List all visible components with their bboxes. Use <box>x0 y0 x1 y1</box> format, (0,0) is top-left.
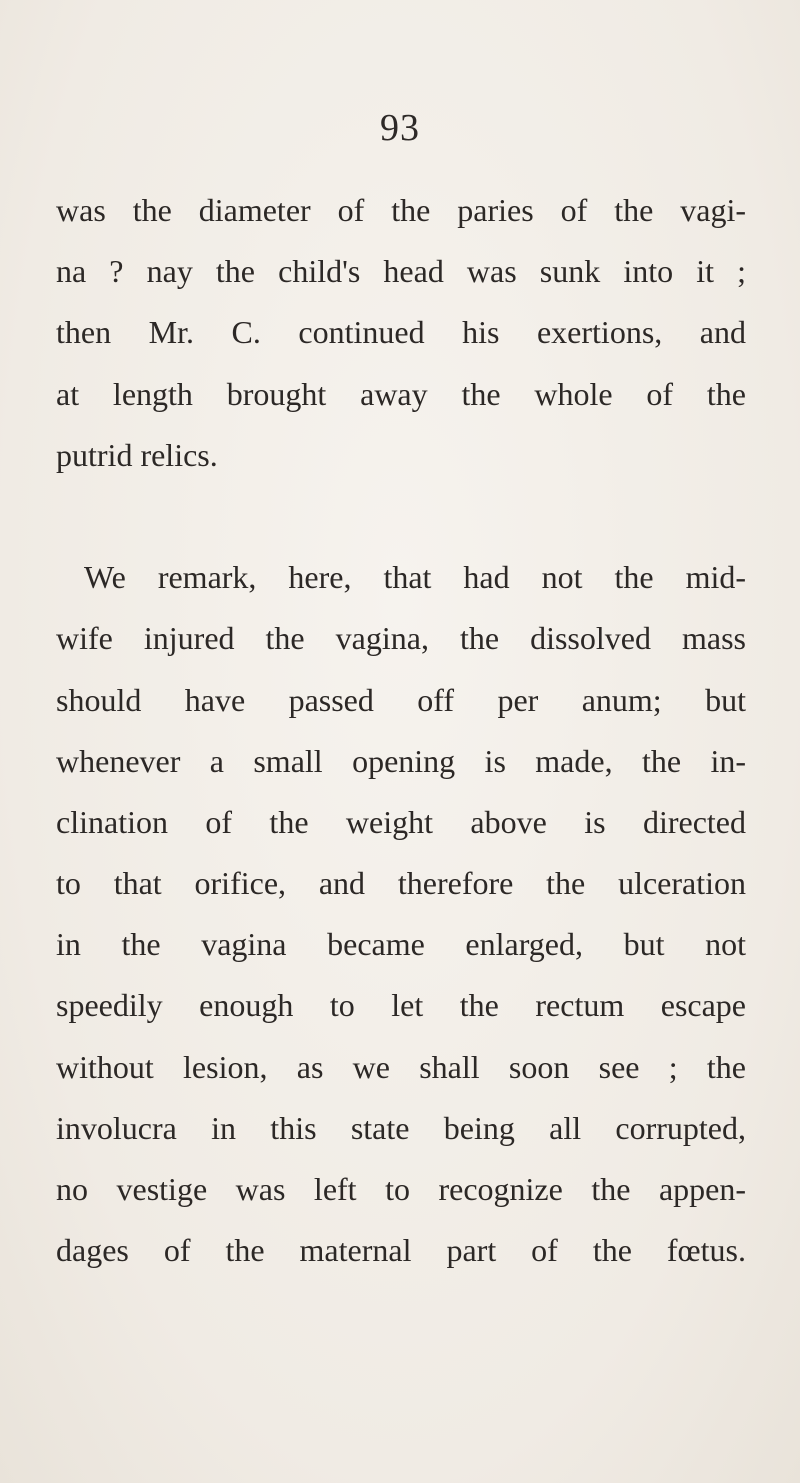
text-line: speedily enough to let the rectum escape <box>56 987 746 1024</box>
text-line: dages of the maternal part of the fœtus. <box>56 1232 746 1269</box>
paragraph-1 <box>56 180 746 486</box>
text-line: na ? nay the child's head was sunk into it ; <box>56 253 746 290</box>
text-line: should have passed off per anum; but <box>56 681 746 718</box>
text-line: We remark, here, that had not the mid- <box>84 559 746 596</box>
text-line: then Mr. C. continued his exertions, and <box>56 314 746 351</box>
text-line: without lesion, as we shall soon see ; the <box>56 1048 746 1085</box>
text-line: whenever a small opening is made, the in- <box>56 742 746 779</box>
page-number: 93 <box>380 107 420 149</box>
text-line: involucra in this state being all corrupted, <box>56 1109 746 1146</box>
text-line: to that orifice, and therefore the ulceration <box>56 865 746 902</box>
text-line: wife injured the vagina, the dissolved mass <box>56 620 746 657</box>
paragraph-gap <box>56 486 746 547</box>
text-line: clination of the weight above is directed <box>56 803 746 840</box>
paragraph-2 <box>56 547 746 1281</box>
text-line: no vestige was left to recognize the appen- <box>56 1171 746 1207</box>
body-text <box>56 180 746 1281</box>
text-line: at length brought away the whole of the <box>56 375 746 412</box>
text-line: putrid relics. <box>56 436 218 473</box>
text-line: in the vagina became enlarged, but not <box>56 926 746 963</box>
text-line: was the diameter of the paries of the vagi- <box>56 192 746 228</box>
